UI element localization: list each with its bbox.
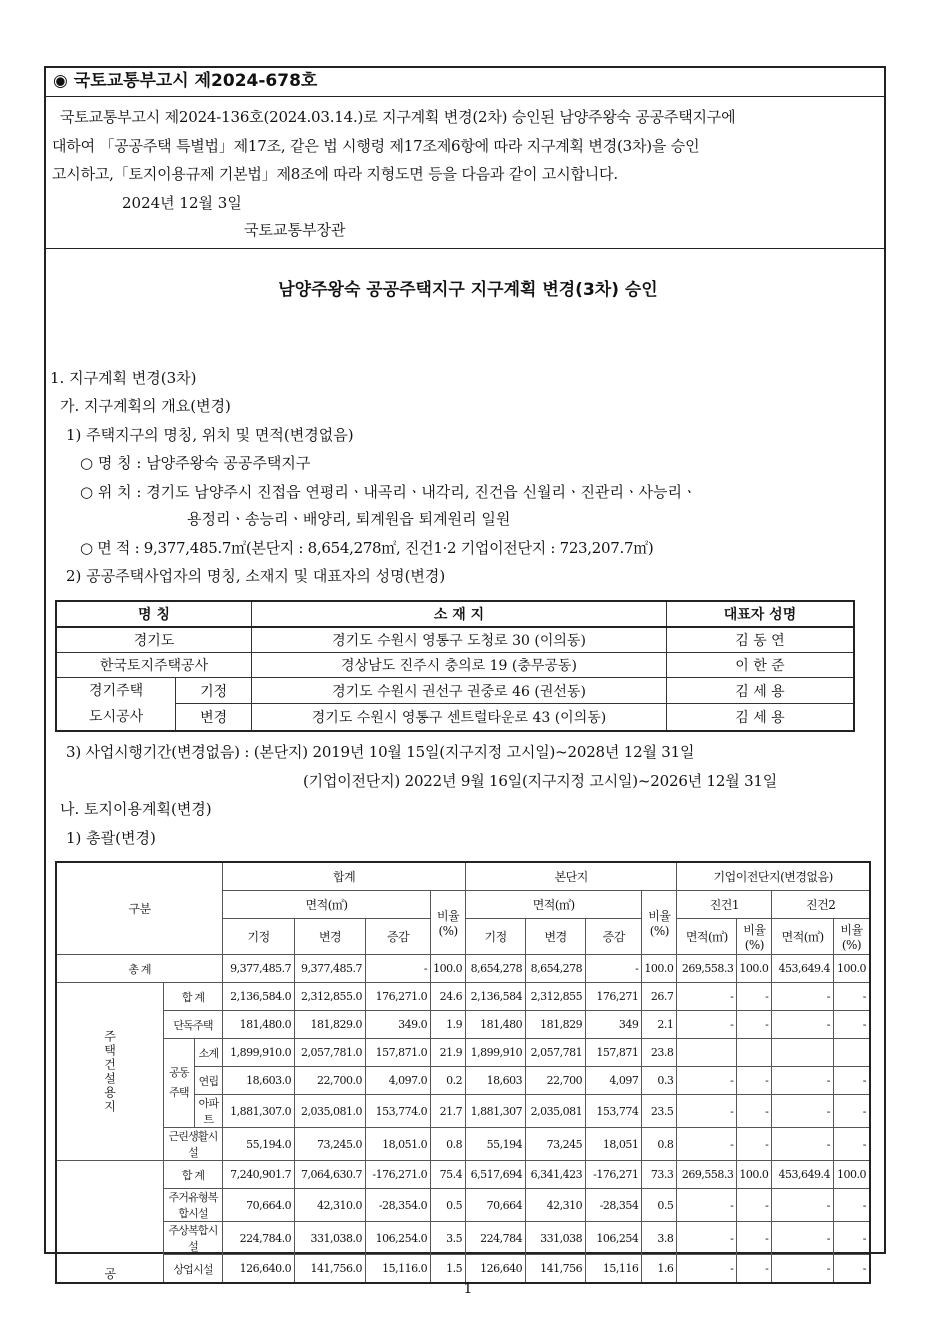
title-divider: [46, 96, 884, 97]
table-row: 상업시설 126,640.0 141,756.0 15,116.0 1.5 126,640 141,756 15,116 1.6 - - - -: [56, 1255, 870, 1284]
table-row: 경기주택 도시공사 기정 경기도 수원시 권선구 권중로 46 (권선동) 김 세 용: [56, 678, 854, 704]
section-1: 1. 지구계획 변경(3차): [50, 369, 197, 387]
table-row: 한국토지주택공사 경상남도 진주시 충의로 19 (충무공동) 이 한 준: [56, 653, 854, 678]
section-1a1: 1) 주택지구의 명칭, 위치 및 면적(변경없음): [66, 426, 354, 444]
col-rep-header: 대표자 성명: [666, 601, 854, 627]
notice-issuer: 국토교통부장관: [244, 221, 346, 239]
table-row: 경기도 경기도 수원시 영통구 도청로 30 (이의동) 김 동 연: [56, 627, 854, 653]
table-row: 근린생활시설 55,194.0 73,245.0 18,051.0 0.8 55,194 73,245 18,051 0.8 - - - -: [56, 1128, 870, 1161]
header-divider: [46, 248, 884, 249]
gh-name-cell: 경기주택 도시공사: [56, 678, 176, 732]
table-row: 총 계 9,377,485.7 9,377,485.7 - 100.0 8,654,278 8,654,278 - 100.0 269,558.3 100.0 453,649.4 100.0: [56, 955, 870, 983]
district-area: ○ 면 적 : 9,377,485.7㎡(본단지 : 8,654,278㎡, 진건1·2 기업이전단지 : 723,207.7㎡): [80, 539, 654, 557]
table-row: 공 합 계 7,240,901.7 7,064,630.7 -176,271.0 75.4 6,517,694 6,341,423 -176,271 73.3 269,558.3 100.0 453,649.4 100.0: [56, 1161, 870, 1189]
table-row: 아파트 1,881,307.0 2,035,081.0 153,774.0 21.7 1,881,307 2,035,081 153,774 23.5 - - - -: [56, 1095, 870, 1128]
section-1b1: 1) 총괄(변경): [66, 829, 156, 847]
table-row: 단독주택 181,480.0 181,829.0 349.0 1.9 181,480 181,829 349 2.1 - - - -: [56, 1011, 870, 1039]
district-location-2: 용정리ㆍ송능리ㆍ배양리, 퇴계원읍 퇴계원리 일원: [187, 510, 511, 528]
bullet-icon: ◉: [53, 71, 68, 91]
landuse-table: 구분 합계 본단지 기업이전단지(변경없음) 면적(㎡) 비율(%) 면적(㎡) 비율(%) 진건1 진건2 기정 변경 증감 기정 변경 증감 면적(㎡) 비율(%) 면적(㎡) 비율(%) 총 계 9,377,485.7 9,377,485.7 - 100.0 8,654,278 8,654,278 - 100.0 269,558.3 100.0 453,649.4 100.0 주택건설용지 합 계 2,136,584.0 2,312,855.0 176,271.0 24.6 2,136,584 2,312,855 176,271 26.7 - - - - 단독주택 181,480.0 181,829.0 349.0 1.9 181,480 181,829 349 2.1 - - - - 공동주택 소계 1,899,910.0 2,057,781.0 157,871.0 21.9 1,899,910 2,057,781 157,871 23.8 연립 18,603.0 22,700.0 4,097.0 0.2 18,603 22,700 4,097 0.3 - - - - 아파트 1,881,307.0 2,035,081.0 153,774.0 21.7 1,881,307 2,035,081 153,774 23.5 - - - - 근린생활시설 55,194.0 73,245.0 18,051.0 0.8 55,194 73,245 18,051 0.8 - - - - 공 합 계 7,240,901.7 7,064,630.7 -176,271.0 75.4 6,517,694 6,341,423 -176,271 73.3 269,558.3 100.0 453,649.4 100.0 주거유형복합시설 70,664.0 42,310.0 -28,354.0 0.5 70,664 42,310 -28,354 0.5 - - - - 주상복합시설 224,784.0 331,038.0 106,254.0 3.5 224,784 331,038 106,254 3.8 - - - - 상업시설 126,640.0 141,756.0 15,116.0 1.5 126,640 141,756 15,116 1.6 - - - -: [55, 861, 871, 1284]
table-row: 주거유형복합시설 70,664.0 42,310.0 -28,354.0 0.5 70,664 42,310 -28,354 0.5 - - - -: [56, 1189, 870, 1222]
district-location-1: ○ 위 치 : 경기도 남양주시 진접읍 연평리ㆍ내곡리ㆍ내각리, 진건읍 신월리ㆍ진관리ㆍ사능리ㆍ: [80, 483, 697, 501]
district-name: ○ 명 칭 : 남양주왕숙 공공주택지구: [80, 454, 311, 472]
body-line-3: 고시하고,「토지이용규제 기본법」제8조에 따라 지형도면 등을 다음과 같이 고시합니다.: [52, 165, 618, 183]
table-row: 변경 경기도 수원시 영통구 센트럴타운로 43 (이의동) 김 세 용: [56, 704, 854, 731]
operator-table: [55, 600, 855, 732]
section-1b: 나. 토지이용계획(변경): [60, 800, 212, 818]
col-name-header: 명 칭: [56, 601, 252, 627]
notice-title-row: [53, 73, 317, 90]
table-row: 연립 18,603.0 22,700.0 4,097.0 0.2 18,603 22,700 4,097 0.3 - - - -: [56, 1067, 870, 1095]
table-row: 주택건설용지 합 계 2,136,584.0 2,312,855.0 176,271.0 24.6 2,136,584 2,312,855 176,271 26.7 - - - -: [56, 983, 870, 1011]
body-line-1: 국토교통부고시 제2024-136호(2024.03.14.)로 지구계획 변경(2차) 승인된 남양주왕숙 공공주택지구에: [60, 108, 736, 126]
section-1a: 가. 지구계획의 개요(변경): [60, 397, 231, 415]
notice-date: 2024년 12월 3일: [122, 194, 242, 212]
period-line-2: (기업이전단지) 2022년 9월 16일(지구지정 고시일)~2026년 12월 31일: [303, 772, 778, 790]
section-1a2: 2) 공공주택사업자의 명칭, 소재지 및 대표자의 성명(변경): [66, 567, 446, 585]
page-heading: 남양주왕숙 공공주택지구 지구계획 변경(3차) 승인: [278, 280, 658, 300]
col-address-header: 소 재 지: [252, 601, 667, 627]
page-number: 1: [463, 1281, 473, 1297]
table-row: 주상복합시설 224,784.0 331,038.0 106,254.0 3.5 224,784 331,038 106,254 3.8 - - - -: [56, 1222, 870, 1255]
notice-title: 국토교통부고시 제2024-678호: [73, 71, 318, 91]
body-line-2: 대하여 「공공주택 특별법」제17조, 같은 법 시행령 제17조제6항에 따라 지구계획 변경(3차)을 승인: [52, 137, 700, 155]
period-line-1: 3) 사업시행기간(변경없음) : (본단지) 2019년 10월 15일(지구지정 고시일)~2028년 12월 31일: [66, 743, 695, 761]
table-row: 공동주택 소계 1,899,910.0 2,057,781.0 157,871.0 21.9 1,899,910 2,057,781 157,871 23.8: [56, 1039, 870, 1067]
